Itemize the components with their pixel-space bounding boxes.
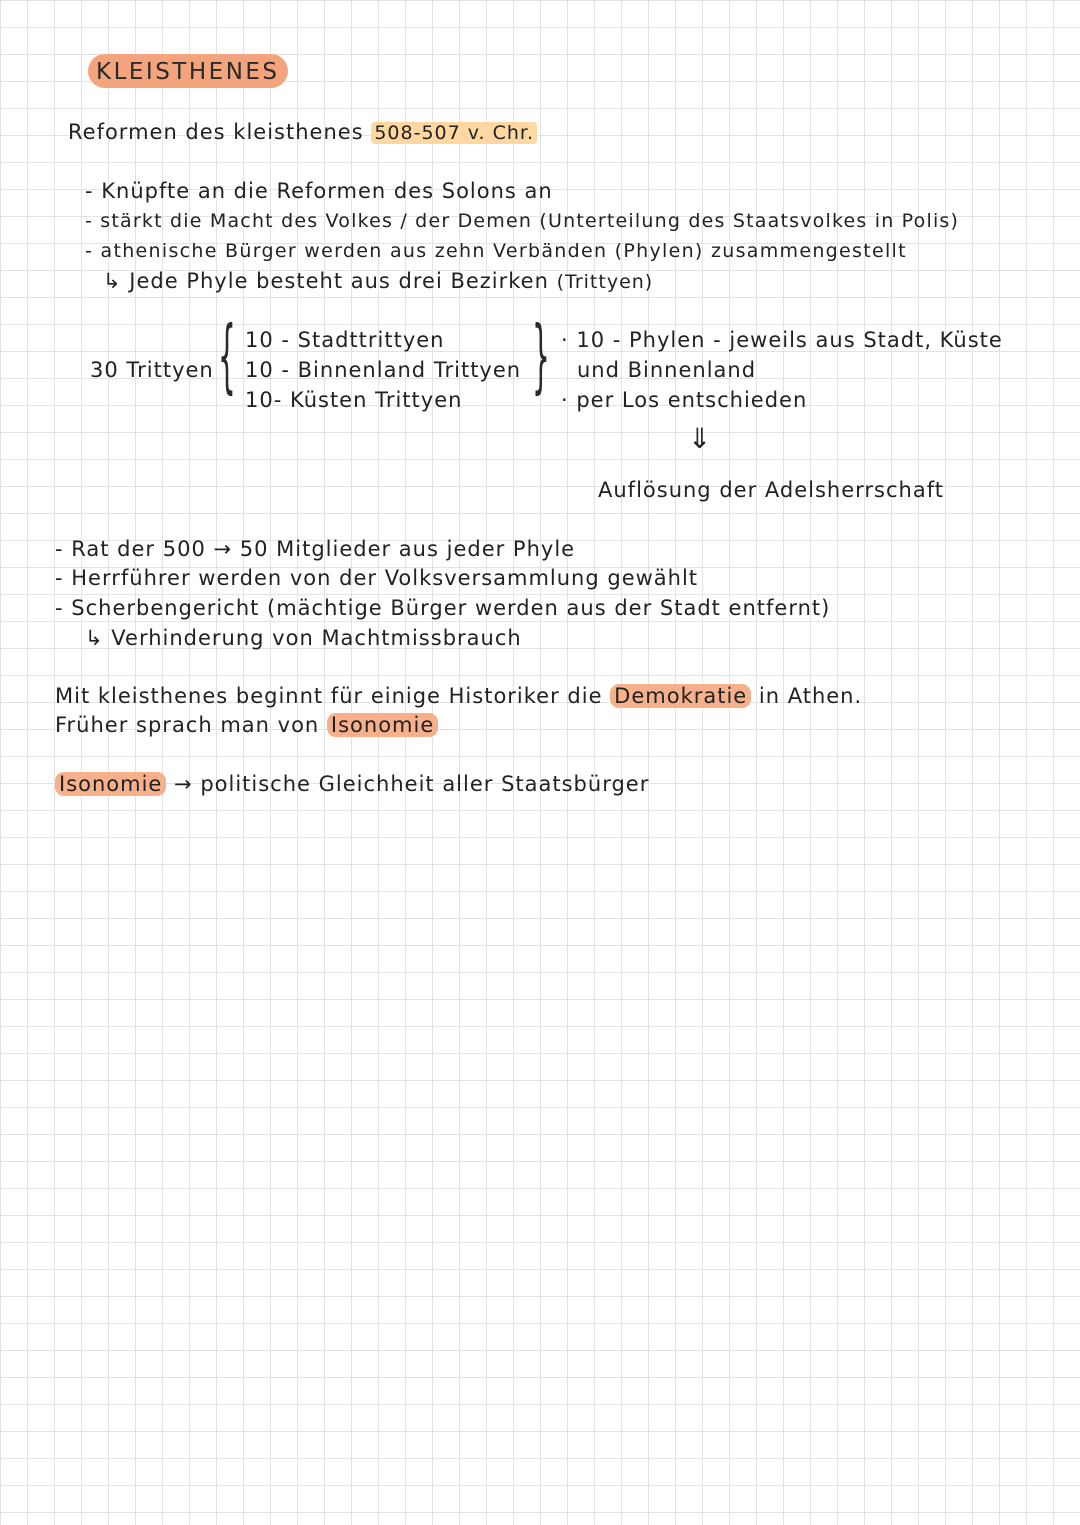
definition-text: → politische Gleichheit aller Staatsbürger bbox=[174, 772, 650, 796]
trittyen-item: 10 - Binnenland Trittyen bbox=[245, 358, 522, 382]
para1-before: Mit kleisthenes beginnt für einige Historiker die bbox=[55, 684, 603, 708]
trittyen-item: 10- Küsten Trittyen bbox=[245, 388, 463, 412]
paragraph-1 bbox=[55, 684, 862, 709]
page-title: KLEISTHENES bbox=[88, 54, 288, 88]
date-highlight: 508-507 v. Chr. bbox=[371, 122, 537, 144]
trittyen-label: 30 Trittyen bbox=[90, 358, 214, 382]
definition bbox=[55, 772, 649, 797]
phylen-note-2: und Binnenland bbox=[577, 358, 757, 382]
bullet2-1: - Rat der 500 → 50 Mitglieder aus jeder Phyle bbox=[55, 537, 576, 561]
sub2-arrow-icon: ↳ bbox=[85, 626, 104, 650]
double-down-arrow-icon: ⇓ bbox=[688, 422, 713, 455]
bullet-3: - athenische Bürger werden aus zehn Verbänden (Phylen) zusammengestellt bbox=[85, 240, 907, 262]
definition-term: Isonomie bbox=[55, 772, 166, 796]
sub-bullet2 bbox=[85, 626, 522, 651]
bullet-2: - stärkt die Macht des Volkes / der Demen (Unterteilung des Staatsvolkes in Polis) bbox=[85, 210, 960, 232]
bullet-1: - Knüpfte an die Reformen des Solons an bbox=[85, 179, 553, 203]
phylen-note-3: · per Los entschieden bbox=[561, 388, 808, 412]
demokratie-highlight: Demokratie bbox=[610, 684, 751, 708]
bullet2-2: - Herrführer werden von der Volksversammlung gewählt bbox=[55, 566, 699, 590]
para1-after: in Athen. bbox=[758, 684, 863, 708]
trittyen-item: 10 - Stadttrittyen bbox=[245, 328, 445, 352]
sub-bullet-note: (Trittyen) bbox=[556, 271, 654, 293]
sub-arrow-icon: ↳ bbox=[103, 269, 122, 293]
result-text: Auflösung der Adelsherrschaft bbox=[598, 478, 944, 502]
right-brace-icon: } bbox=[532, 309, 550, 402]
intro-line bbox=[68, 120, 537, 145]
para2-before: Früher sprach man von bbox=[55, 713, 320, 737]
sub-bullet bbox=[103, 269, 653, 294]
phylen-note-1: · 10 - Phylen - jeweils aus Stadt, Küste bbox=[561, 328, 1003, 352]
paragraph-2 bbox=[55, 713, 438, 738]
bullet2-3: - Scherbengericht (mächtige Bürger werden aus der Stadt entfernt) bbox=[55, 596, 831, 620]
sub-bullet-text: Jede Phyle besteht aus drei Bezirken bbox=[129, 269, 549, 293]
sub-bullet2-text: Verhinderung von Machtmissbrauch bbox=[111, 626, 522, 650]
isonomie-highlight: Isonomie bbox=[327, 713, 438, 737]
intro-text: Reformen des kleisthenes bbox=[68, 120, 364, 144]
left-brace-icon: { bbox=[218, 309, 236, 402]
